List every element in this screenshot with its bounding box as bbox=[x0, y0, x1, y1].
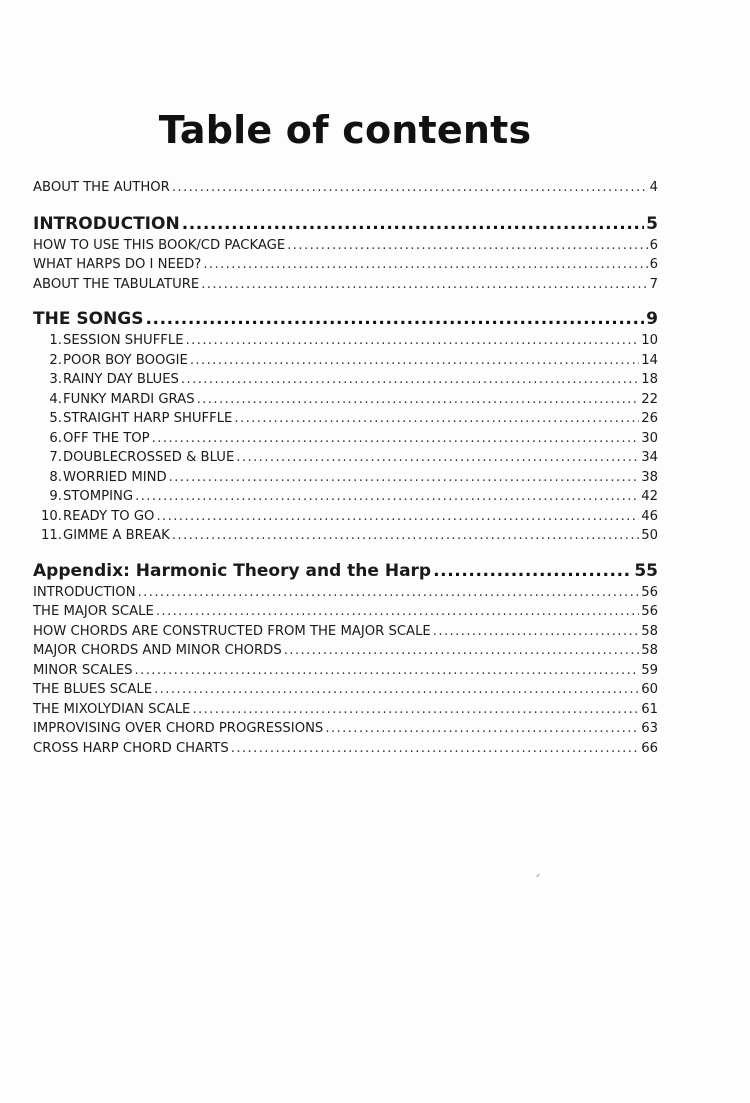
toc-song-entry bbox=[33, 507, 658, 527]
toc-songs-list bbox=[33, 331, 658, 546]
toc-entry-page: 14 bbox=[641, 352, 658, 368]
toc-appendix-list bbox=[33, 583, 658, 759]
toc-entry-page: 60 bbox=[641, 682, 658, 697]
toc-song-entry bbox=[33, 448, 658, 468]
song-number: 2. bbox=[49, 352, 62, 368]
table-of-contents bbox=[33, 178, 658, 758]
dot-leader bbox=[145, 307, 644, 331]
toc-entry-page: 34 bbox=[641, 450, 658, 465]
toc-entry-label: MAJOR CHORDS AND MINOR CHORDS bbox=[33, 643, 282, 658]
toc-entry-label: HOW CHORDS ARE CONSTRUCTED FROM THE MAJOR SCALE bbox=[33, 623, 431, 639]
song-number: 1. bbox=[49, 333, 62, 348]
toc-entry-label: ABOUT THE TABULATURE bbox=[33, 276, 200, 292]
toc-entry bbox=[33, 255, 658, 275]
dot-leader bbox=[135, 487, 639, 507]
toc-entry-page: 61 bbox=[641, 701, 658, 717]
dot-leader bbox=[192, 700, 639, 720]
toc-entry-label: RAINY DAY BLUES bbox=[63, 372, 179, 387]
toc-entry-page: 59 bbox=[641, 662, 658, 678]
toc-entry-label: WHAT HARPS DO I NEED? bbox=[33, 257, 202, 272]
toc-entry-label: READY TO GO bbox=[63, 508, 155, 524]
toc-entry-page: 7 bbox=[649, 276, 658, 292]
toc-entry-label: IMPROVISING OVER CHORD PROGRESSIONS bbox=[33, 721, 324, 736]
song-number: 7. bbox=[49, 450, 62, 465]
toc-entry-page: 26 bbox=[641, 411, 658, 426]
toc-section-appendix bbox=[33, 559, 658, 583]
dot-leader bbox=[172, 526, 639, 546]
dot-leader bbox=[156, 507, 639, 527]
dot-leader bbox=[234, 409, 639, 429]
toc-entry-page: 18 bbox=[641, 372, 658, 387]
toc-entry-label: MINOR SCALES bbox=[33, 662, 133, 678]
toc-entry bbox=[33, 236, 658, 256]
toc-entry-label: WORRIED MIND bbox=[63, 469, 167, 485]
toc-song-entry bbox=[33, 351, 658, 371]
toc-song-entry bbox=[33, 331, 658, 351]
page-title: Table of contents bbox=[158, 108, 532, 152]
song-number: 6. bbox=[49, 430, 62, 446]
dot-leader bbox=[152, 429, 640, 449]
toc-song-entry bbox=[33, 429, 658, 449]
toc-introduction-list bbox=[33, 236, 658, 295]
toc-entry-label: FUNKY MARDI GRAS bbox=[63, 391, 195, 407]
toc-entry-page: 6 bbox=[649, 237, 658, 253]
toc-entry bbox=[33, 622, 658, 642]
toc-song-entry bbox=[33, 526, 658, 546]
dot-leader bbox=[135, 661, 640, 681]
dot-leader bbox=[186, 331, 640, 351]
song-number: 8. bbox=[49, 469, 62, 485]
toc-entry-label: SESSION SHUFFLE bbox=[63, 333, 184, 348]
toc-entry bbox=[33, 680, 658, 700]
dot-leader bbox=[284, 641, 640, 661]
toc-entry bbox=[33, 700, 658, 720]
toc-entry bbox=[33, 641, 658, 661]
toc-entry-page: 38 bbox=[641, 469, 658, 485]
toc-entry-label: THE BLUES SCALE bbox=[33, 682, 153, 697]
dot-leader bbox=[231, 739, 639, 759]
dot-leader bbox=[182, 212, 644, 236]
toc-entry-page: 50 bbox=[641, 528, 658, 543]
toc-song-entry bbox=[33, 390, 658, 410]
toc-entry-page: 4 bbox=[649, 180, 658, 195]
toc-entry bbox=[33, 602, 658, 622]
toc-entry bbox=[33, 719, 658, 739]
dot-leader bbox=[138, 583, 640, 603]
toc-entry-label: THE MIXOLYDIAN SCALE bbox=[33, 701, 191, 717]
toc-entry bbox=[33, 275, 658, 295]
toc-entry-label: STRAIGHT HARP SHUFFLE bbox=[63, 411, 233, 426]
toc-song-entry bbox=[33, 370, 658, 390]
toc-entry-page: 30 bbox=[641, 430, 658, 446]
toc-section-label: INTRODUCTION bbox=[33, 213, 180, 234]
toc-song-entry bbox=[33, 468, 658, 488]
dot-leader bbox=[190, 351, 639, 371]
toc-entry-label: POOR BOY BOOGIE bbox=[63, 352, 188, 368]
toc-entry-label: OFF THE TOP bbox=[63, 430, 150, 446]
dot-leader bbox=[433, 559, 632, 583]
dot-leader bbox=[181, 370, 639, 390]
song-number: 4. bbox=[49, 391, 62, 407]
toc-section-label: Appendix: Harmonic Theory and the Harp bbox=[33, 560, 432, 581]
dot-leader bbox=[203, 255, 647, 275]
toc-entry-label: INTRODUCTION bbox=[33, 584, 136, 600]
dot-leader bbox=[433, 622, 639, 642]
toc-entry-label: HOW TO USE THIS BOOK/CD PACKAGE bbox=[33, 237, 286, 253]
toc-entry-about-author bbox=[33, 178, 658, 198]
toc-entry-page: 66 bbox=[641, 740, 658, 756]
toc-entry-page: 46 bbox=[641, 508, 658, 524]
toc-entry bbox=[33, 661, 658, 681]
toc-entry-label: THE MAJOR SCALE bbox=[33, 604, 154, 619]
toc-section-songs bbox=[33, 307, 658, 331]
toc-entry bbox=[33, 739, 658, 759]
toc-section-label: THE SONGS bbox=[33, 309, 144, 329]
dot-leader bbox=[236, 448, 639, 468]
dot-leader bbox=[201, 275, 647, 295]
scan-speck bbox=[536, 874, 539, 878]
song-number: 9. bbox=[49, 489, 62, 504]
dot-leader bbox=[325, 719, 639, 739]
toc-entry-label: CROSS HARP CHORD CHARTS bbox=[33, 740, 229, 756]
toc-entry-page: 63 bbox=[641, 721, 658, 736]
toc-entry-page: 42 bbox=[641, 489, 658, 504]
dot-leader bbox=[287, 236, 647, 256]
dot-leader bbox=[156, 602, 639, 622]
toc-entry-label: STOMPING bbox=[63, 489, 134, 504]
toc-section-page: 55 bbox=[634, 560, 658, 581]
song-number: 11. bbox=[41, 528, 62, 543]
toc-entry-page: 10 bbox=[641, 333, 658, 348]
toc-song-entry bbox=[33, 487, 658, 507]
song-number: 5. bbox=[49, 411, 62, 426]
dot-leader bbox=[172, 178, 648, 198]
toc-section-page: 9 bbox=[646, 309, 658, 329]
dot-leader bbox=[197, 390, 640, 410]
toc-entry-page: 56 bbox=[641, 604, 658, 619]
toc-entry bbox=[33, 583, 658, 603]
dot-leader bbox=[169, 468, 640, 488]
toc-section-page: 5 bbox=[646, 213, 658, 234]
toc-song-entry bbox=[33, 409, 658, 429]
song-number: 3. bbox=[49, 372, 62, 387]
toc-entry-page: 56 bbox=[641, 584, 658, 600]
toc-entry-label: ABOUT THE AUTHOR bbox=[33, 180, 170, 195]
toc-entry-page: 58 bbox=[641, 623, 658, 639]
toc-entry-page: 58 bbox=[641, 643, 658, 658]
toc-entry-label: GIMME A BREAK bbox=[63, 528, 170, 543]
toc-entry-page: 22 bbox=[641, 391, 658, 407]
song-number: 10. bbox=[41, 508, 62, 524]
toc-entry-page: 6 bbox=[649, 257, 658, 272]
toc-entry-label: DOUBLECROSSED & BLUE bbox=[63, 450, 235, 465]
toc-section-introduction bbox=[33, 212, 658, 236]
dot-leader bbox=[154, 680, 639, 700]
